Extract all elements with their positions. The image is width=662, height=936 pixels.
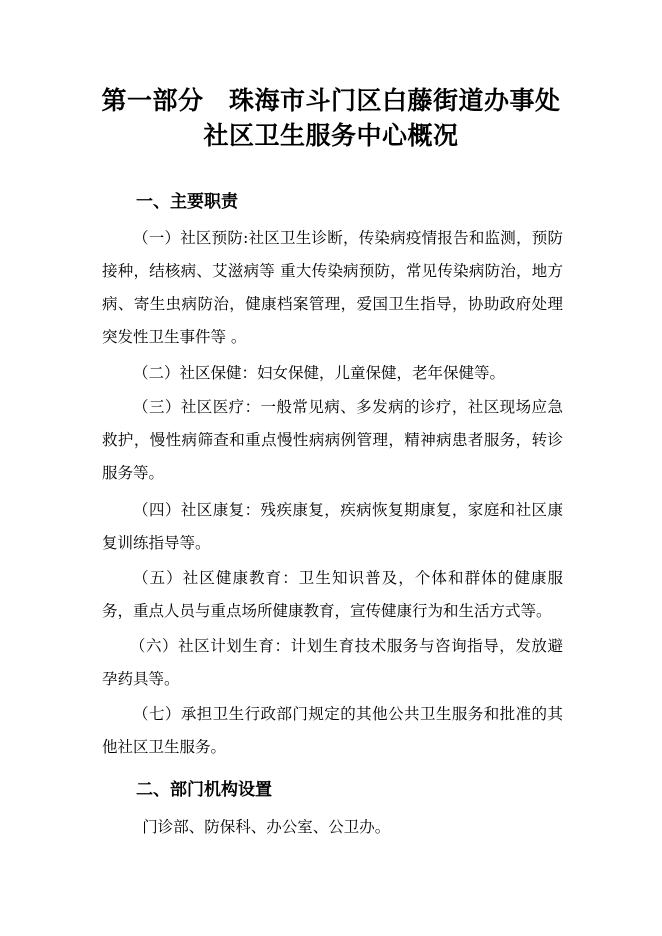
paragraph-community-healthcare: （二）社区保健：妇女保健，儿童保健，老年保健等。 [133,364,506,382]
page-title-line-2: 社区卫生服务中心概况 [203,121,459,150]
page-title-line-1: 第一部分 珠海市斗门区白藤街道办事处 [101,86,561,115]
paragraph-department-list: 门诊部、防保科、办公室、公卫办。 [142,818,391,836]
section-heading-departments: 二、部门机构设置 [136,780,272,800]
paragraph-community-health-education: （五）社区健康教育：卫生知识普及，个体和群体的健康服务，重点人员与重点场所健康教育，宣传健康行为和生活方式等。 [102,569,563,620]
paragraph-community-family-planning: （六）社区计划生育：计划生育技术服务与咨询指导，发放避孕药具等。 [102,637,563,688]
paragraph-community-medical: （三）社区医疗：一般常见病、多发病的诊疗，社区现场应急救护，慢性病筛查和重点慢性病病例管理，精神病患者服务，转诊服务等。 [102,398,563,482]
paragraph-other-services: （七）承担卫生行政部门规定的其他公共卫生服务和批准的其他社区卫生服务。 [102,705,563,756]
paragraph-community-rehabilitation: （四）社区康复：残疾康复，疾病恢复期康复，家庭和社区康复训练指导等。 [102,501,563,552]
paragraph-community-prevention: （一）社区预防:社区卫生诊断，传染病疫情报告和监测，预防接种，结核病、艾滋病等 重大传染病预防，常见传染病防治，地方病、寄生虫病防治，健康档案管理，爱国卫生指导，协助政府处理突发性卫生事件等 。 [102,229,563,346]
section-heading-duties: 一、主要职责 [136,192,238,212]
